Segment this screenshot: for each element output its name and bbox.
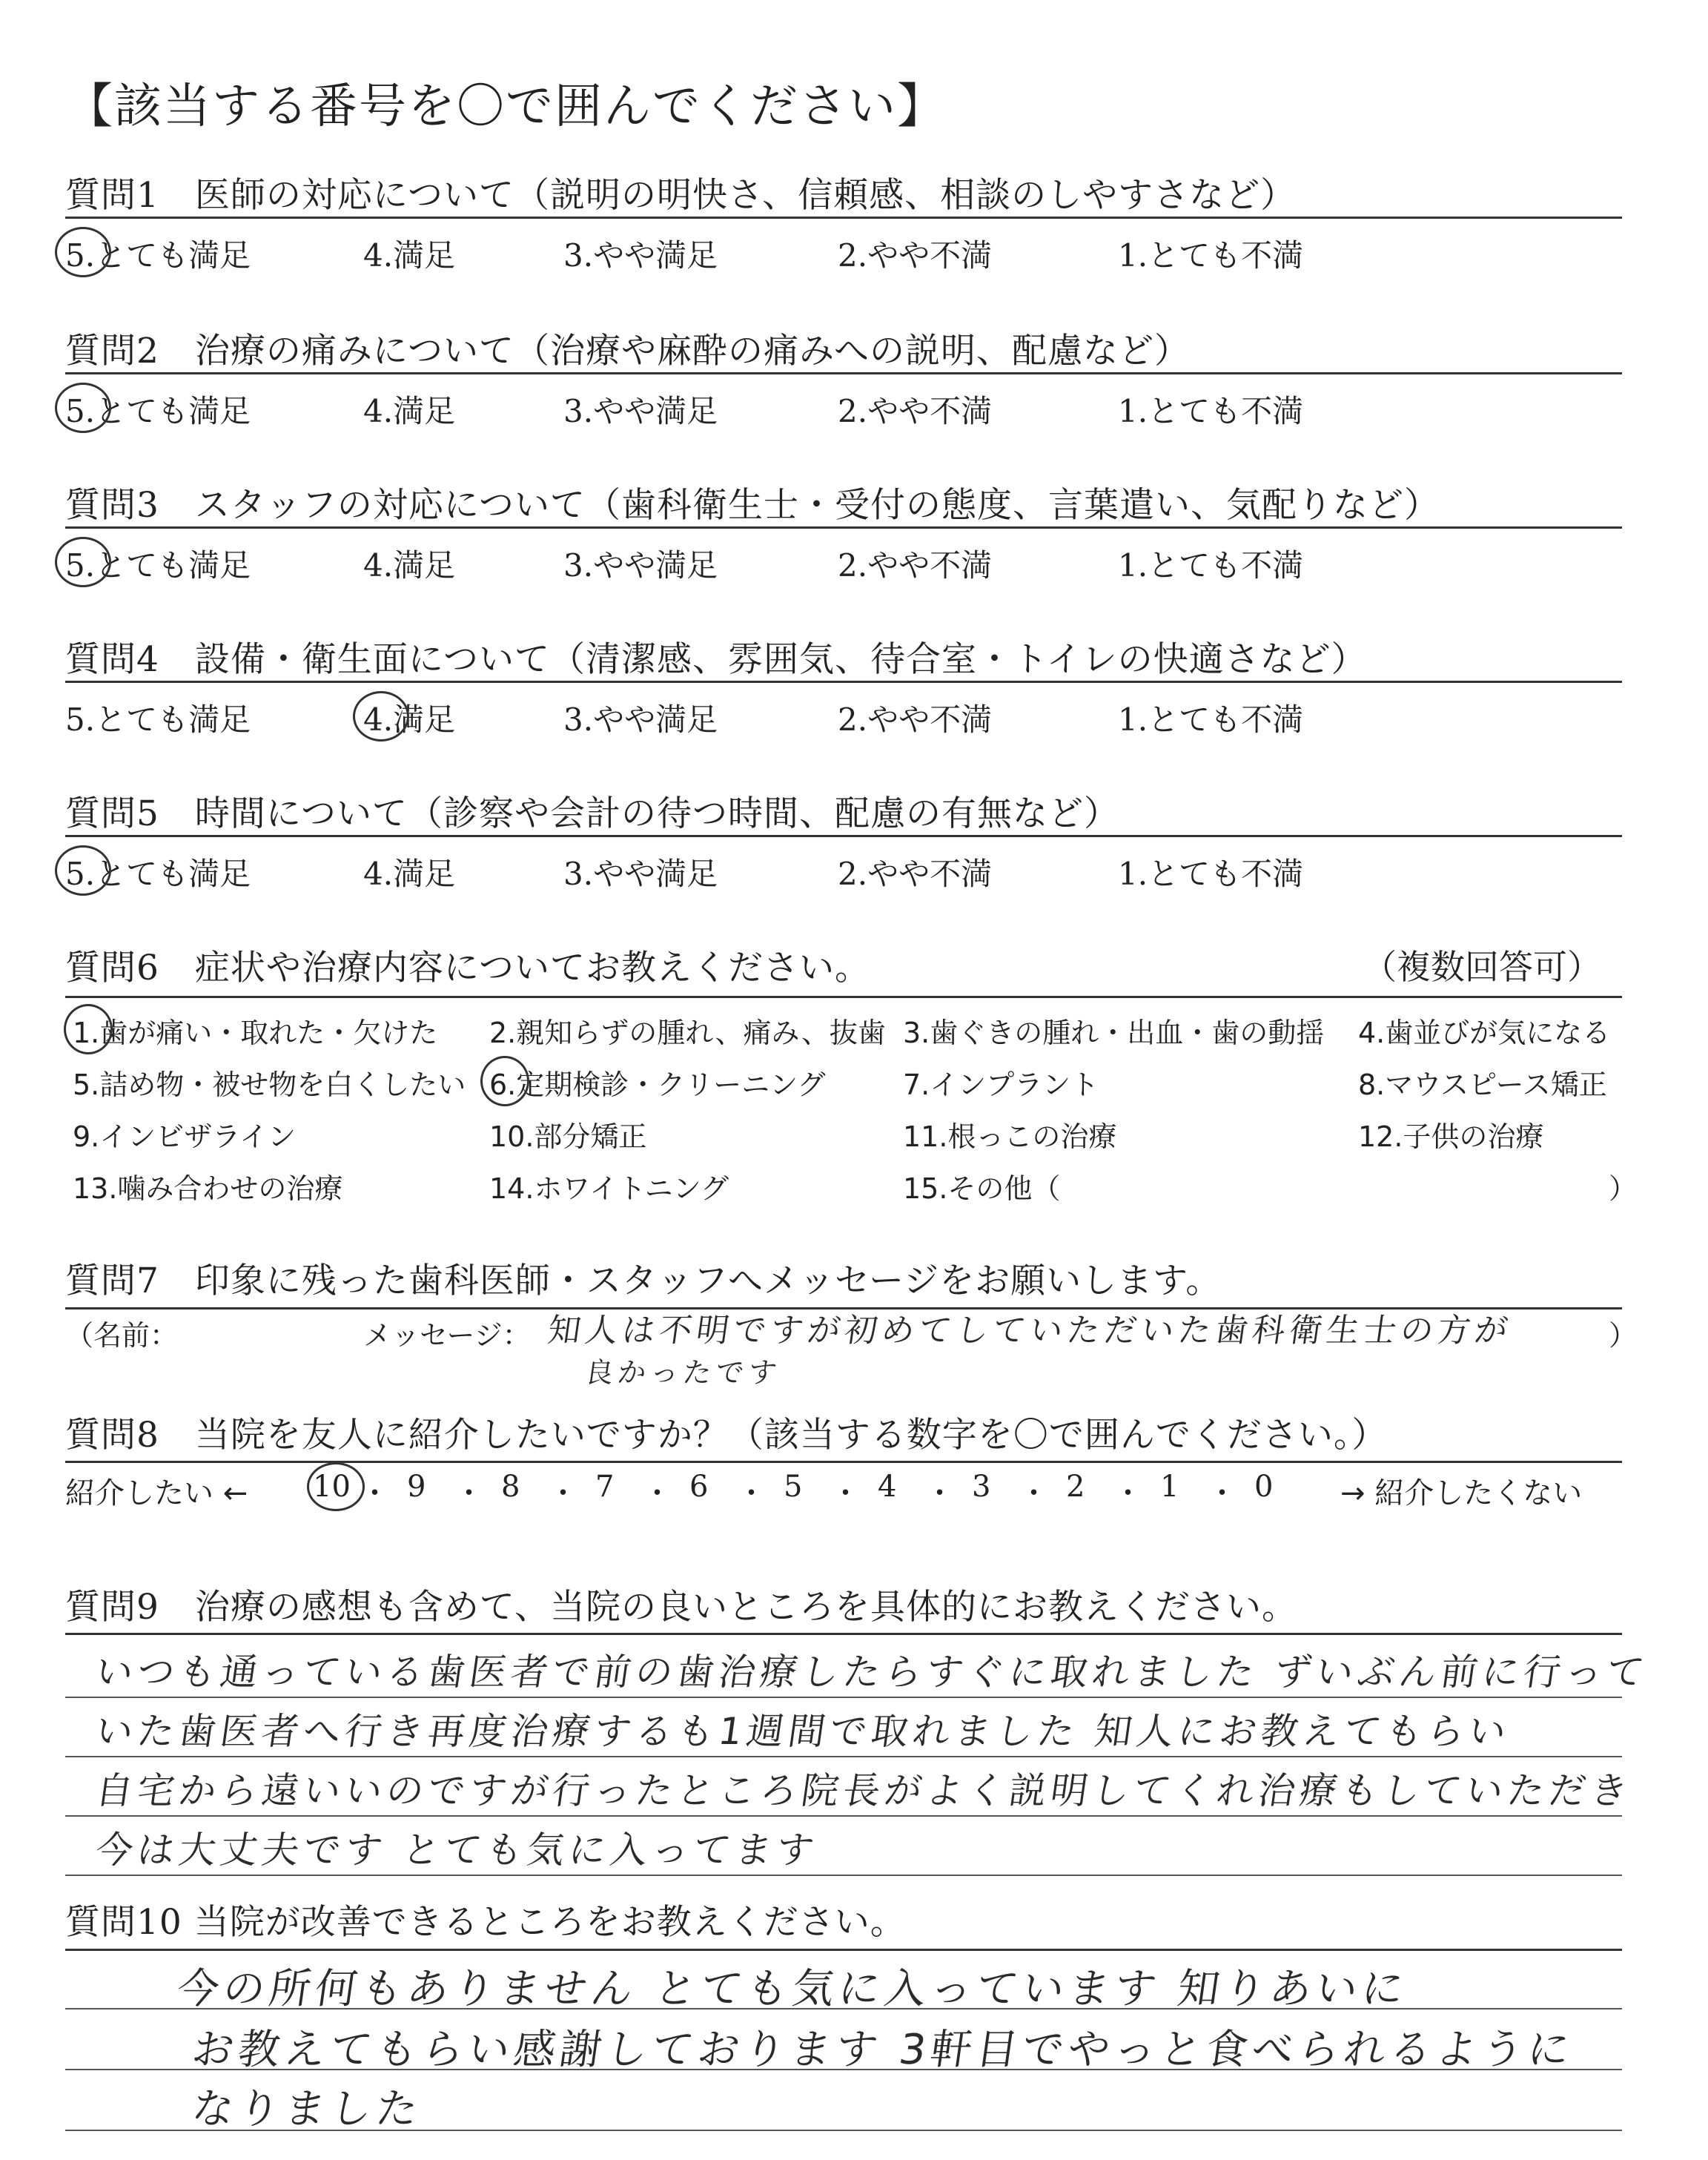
q4-option-3[interactable]: 3.やや満足 (563, 701, 718, 738)
q7-heading: 質問7 印象に残った歯科医師・スタッフへメッセージをお願いします。 (65, 1261, 1222, 1301)
q6-option-12[interactable]: 12.子供の治療 (1358, 1120, 1544, 1153)
q8-scale-3[interactable]: 3 (972, 1470, 991, 1504)
q6-option-2[interactable]: 2.親知らずの腫れ、痛み、抜歯 (489, 1017, 886, 1049)
q3-rule (65, 526, 1622, 529)
q5-selection-circle (55, 845, 111, 896)
q5-heading: 質問5 時間について（診察や会計の待つ時間、配慮の有無など） (65, 793, 1119, 834)
q9-handwritten-line: 自宅から遠いいのですが行ったところ院長がよく説明してくれ治療もしていただき (93, 1769, 1635, 1812)
q3-option-4[interactable]: 4.満足 (363, 547, 456, 584)
q3-selection-circle (55, 537, 111, 587)
q3-option-5[interactable]: 5.とても満足 (65, 547, 251, 584)
q6-selection-circle (64, 1004, 113, 1054)
q8-scale-2[interactable]: 2 (1066, 1470, 1085, 1504)
q6-option-5[interactable]: 5.詰め物・被せ物を白くしたい (73, 1069, 466, 1101)
q8-scale-separator: ・ (454, 1476, 484, 1510)
q6-other-close-paren: ） (1609, 1172, 1638, 1205)
q8-left-label: 紹介したい ← (65, 1476, 248, 1510)
q7-name-label: （名前： (65, 1319, 179, 1352)
q8-scale-separator: ・ (360, 1476, 390, 1510)
q9-line-rule (65, 1875, 1622, 1876)
q1-option-3[interactable]: 3.やや満足 (563, 237, 718, 274)
q5-option-4[interactable]: 4.満足 (363, 856, 456, 892)
q2-selection-circle (55, 383, 111, 433)
q3-option-3[interactable]: 3.やや満足 (563, 547, 718, 584)
q9-heading: 質問9 治療の感想も含めて、当院の良いところを具体的にお教えください。 (65, 1587, 1297, 1628)
q6-multiple-note: （複数回答可） (1363, 947, 1601, 987)
q8-scale-1[interactable]: 1 (1160, 1470, 1179, 1504)
q6-heading: 質問6 症状や治療内容についてお教えください。 (65, 948, 870, 988)
page-title: 【該当する番号を〇で囲んでください】 (65, 79, 946, 134)
q9-line-rule (65, 1697, 1622, 1698)
q6-option-11[interactable]: 11.根っこの治療 (903, 1120, 1117, 1153)
q5-rule (65, 835, 1622, 837)
q1-rule (65, 217, 1622, 219)
q6-option-9[interactable]: 9.インビザライン (73, 1120, 297, 1153)
q6-rule (65, 996, 1622, 998)
q3-heading: 質問3 スタッフの対応について（歯科衛生士・受付の態度、言葉遣い、気配りなど） (65, 485, 1440, 526)
q8-scale-separator: ・ (1019, 1476, 1049, 1510)
q8-scale-7[interactable]: 7 (595, 1470, 615, 1504)
q10-heading: 質問10 当院が改善できるところをお教えください。 (65, 1902, 906, 1943)
q7-close-paren: ） (1609, 1319, 1638, 1352)
q8-scale-separator: ・ (548, 1476, 578, 1510)
q4-option-1[interactable]: 1.とても不満 (1118, 701, 1304, 738)
q8-scale-6[interactable]: 6 (689, 1470, 709, 1504)
q2-rule (65, 372, 1622, 374)
q8-selection-circle (307, 1462, 365, 1511)
q6-option-3[interactable]: 3.歯ぐきの腫れ・出血・歯の動揺 (903, 1017, 1325, 1049)
q6-option-14[interactable]: 14.ホワイトニング (489, 1172, 729, 1205)
q4-selection-circle (353, 691, 409, 742)
q10-handwritten-line: お教えてもらい感謝しております 3軒目でやっと食べられるように (188, 2026, 1578, 2074)
q2-option-4[interactable]: 4.満足 (363, 393, 456, 429)
q6-option-7[interactable]: 7.インプラント (903, 1069, 1099, 1101)
q6-option-15[interactable]: 15.その他（ (903, 1172, 1061, 1205)
q1-option-1[interactable]: 1.とても不満 (1118, 237, 1304, 274)
q8-scale-4[interactable]: 4 (878, 1470, 897, 1504)
q5-option-2[interactable]: 2.やや不満 (838, 856, 993, 892)
q8-rule (65, 1461, 1622, 1463)
q1-heading: 質問1 医師の対応について（説明の明快さ、信頼感、相談のしやすさなど） (65, 175, 1297, 216)
q9-handwritten-line: いつも通っている歯医者で前の歯治療したらすぐに取れました ずいぶん前に行って (93, 1651, 1652, 1694)
q3-option-1[interactable]: 1.とても不満 (1118, 547, 1304, 584)
q2-option-5[interactable]: 5.とても満足 (65, 393, 251, 429)
q9-line-rule (65, 1756, 1622, 1757)
q3-option-2[interactable]: 2.やや不満 (838, 547, 993, 584)
q6-selection-circle (480, 1056, 529, 1106)
q7-message-handwritten-line2: 良かったです (583, 1356, 784, 1389)
q8-scale-separator: ・ (830, 1476, 861, 1510)
q2-option-3[interactable]: 3.やや満足 (563, 393, 718, 429)
q5-option-1[interactable]: 1.とても不満 (1118, 856, 1304, 892)
q6-option-13[interactable]: 13.噛み合わせの治療 (73, 1172, 343, 1205)
q6-option-10[interactable]: 10.部分矯正 (489, 1120, 647, 1153)
q5-option-3[interactable]: 3.やや満足 (563, 856, 718, 892)
q8-scale-separator: ・ (924, 1476, 955, 1510)
q1-option-2[interactable]: 2.やや不満 (838, 237, 993, 274)
q4-option-2[interactable]: 2.やや不満 (838, 701, 993, 738)
q8-scale-10[interactable]: 10 (313, 1470, 351, 1504)
q4-rule (65, 681, 1622, 683)
q8-scale-5[interactable]: 5 (784, 1470, 803, 1504)
q8-scale-8[interactable]: 8 (501, 1470, 520, 1504)
q4-option-5[interactable]: 5.とても満足 (65, 701, 251, 738)
q8-heading: 質問8 当院を友人に紹介したいですか？（該当する数字を〇で囲んでください。） (65, 1415, 1388, 1456)
q9-line-rule (65, 1815, 1622, 1817)
q4-heading: 質問4 設備・衛生面について（清潔感、雰囲気、待合室・トイレの快適さなど） (65, 639, 1367, 680)
q2-heading: 質問2 治療の痛みについて（治療や麻酔の痛みへの説明、配慮など） (65, 331, 1191, 371)
q7-message-handwritten-line1: 知人は不明ですが初めてしていただいた歯科衛生士の方が (545, 1312, 1515, 1350)
q8-scale-9[interactable]: 9 (407, 1470, 426, 1504)
q7-message-label: メッセージ： (363, 1319, 531, 1352)
q2-option-1[interactable]: 1.とても不満 (1118, 393, 1304, 429)
q6-option-4[interactable]: 4.歯並びが気になる (1358, 1017, 1611, 1049)
q8-right-label: → 紹介したくない (1340, 1476, 1583, 1510)
q8-scale-separator: ・ (1113, 1476, 1143, 1510)
q4-option-4[interactable]: 4.満足 (363, 701, 456, 738)
q10-rule (65, 1949, 1622, 1951)
q9-rule (65, 1633, 1622, 1635)
q8-scale-separator: ・ (1207, 1476, 1237, 1510)
q9-handwritten-line: いた歯医者へ行き再度治療するも1週間で取れました 知人にお教えてもらい (93, 1710, 1514, 1753)
q10-handwritten-line: 今の所何もありません とても気に入っています 知りあいに (173, 1965, 1411, 2013)
q10-handwritten-line: なりました (188, 2085, 426, 2133)
q8-scale-0[interactable]: 0 (1254, 1470, 1274, 1504)
q8-scale-separator: ・ (736, 1476, 767, 1510)
q6-option-6[interactable]: 6.定期検診・クリーニング (489, 1069, 826, 1101)
q5-option-5[interactable]: 5.とても満足 (65, 856, 251, 892)
q9-handwritten-line: 今は大丈夫です とても気に入ってます (93, 1829, 821, 1872)
q8-scale-separator: ・ (642, 1476, 672, 1510)
q6-option-1[interactable]: 1.歯が痛い・取れた・欠けた (73, 1017, 438, 1049)
q6-option-8[interactable]: 8.マウスピース矯正 (1358, 1069, 1607, 1101)
q1-option-4[interactable]: 4.満足 (363, 237, 456, 274)
q2-option-2[interactable]: 2.やや不満 (838, 393, 993, 429)
q1-selection-circle (55, 227, 111, 277)
q1-option-5[interactable]: 5.とても満足 (65, 237, 251, 274)
